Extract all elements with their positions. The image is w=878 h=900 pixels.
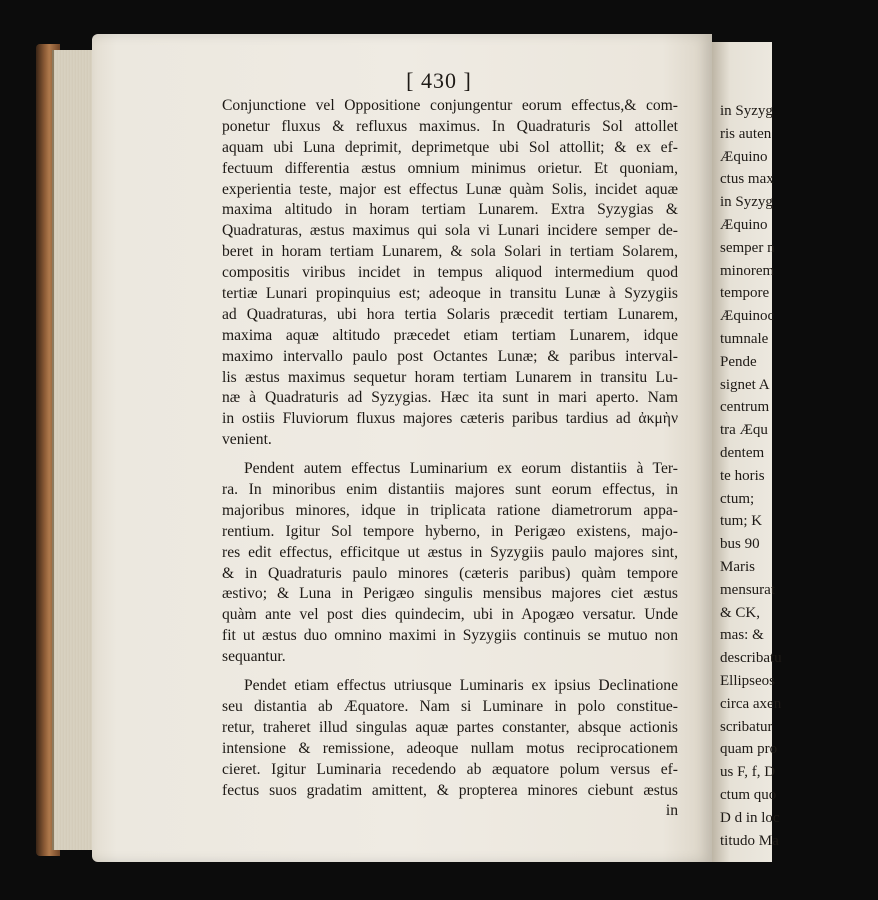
text-line: Quadraturas, æstus maximus qui sola vi Lunari incidere semper de-: [222, 222, 678, 240]
text-line: beret in horam tertiam Lunarem, & sola Solari in tertiam Solarem,: [222, 243, 678, 261]
facing-page-line: D d in loc: [720, 809, 780, 826]
paragraph-3: [222, 676, 678, 801]
facing-page-line: titudo Ma: [720, 832, 779, 849]
facing-page-line: ris auten: [720, 125, 772, 142]
text-line: aquam ubi Luna deprimit, deprimetque ubi Sol attollit; & ex ef-: [222, 138, 678, 156]
facing-page-line: quam pro: [720, 741, 778, 758]
text-line: rentium. Igitur Sol tempore hyberno, in Perigæo existens, majo-: [222, 522, 678, 540]
text-line: æstivo; & Luna in Perigæo singulis mensibus majores ciet æstus: [222, 585, 678, 603]
text-line: maxima aquæ altitudo præcedet etiam tertiam Lunarem, idque: [222, 326, 678, 344]
facing-page-line: centrum: [720, 399, 770, 416]
text-line: fectuum differentia æstus omnium minimus orietur. Et quoniam,: [222, 159, 678, 177]
text-line: compositis viribus incidet in tempus aliquod intermedium quod: [222, 264, 678, 282]
facing-page-line: minorem: [720, 262, 775, 279]
facing-page-fragment: [712, 42, 782, 862]
facing-page-line: describatu: [720, 650, 782, 667]
body-text: [222, 96, 678, 822]
text-line: Conjunctione vel Oppositione conjungentur eorum effectus,& com-: [222, 97, 678, 114]
text-line: & in Quadraturis paulo minores (cæteris paribus) quàm tempore: [222, 564, 678, 582]
facing-page-line: dentem: [720, 444, 765, 461]
text-line: maxima altitudo in horam tertiam Lunarem. Extra Syzygias &: [222, 201, 678, 219]
facing-page-line: Maris: [720, 558, 755, 575]
page-number: [ 430 ]: [406, 68, 472, 93]
text-line: ponetur fluxus & refluxus maximus. In Quadraturis Sol attollet: [222, 117, 678, 135]
text-line: experientia teste, major est effectus Lunæ quàm Solis, incidet aquæ: [222, 180, 678, 198]
text-line: quàm ante vel post dies quindecim, ubi in Apogæo versatur. Unde: [222, 606, 678, 624]
text-line: majoribus minores, idque in triplicata ratione diametrorum appa-: [222, 501, 678, 519]
paragraph-1: [222, 96, 678, 451]
facing-page-line: in Syzyg: [720, 194, 773, 211]
text-line: fectus suos gradatim amittent, & propterea minores ciebunt æstus: [222, 781, 678, 799]
catchword: in: [665, 802, 678, 820]
facing-page-line: ctus max: [720, 171, 774, 188]
facing-page-line: tra Æqu: [720, 422, 768, 439]
text-line: næ à Quadraturis ad Syzygias. Hæc ita sunt in mari aperto. Nam: [222, 389, 678, 407]
facing-page-line: ctum quo: [720, 786, 777, 803]
facing-page-line: tumnale: [720, 330, 769, 347]
facing-page-line: te horis: [720, 467, 765, 484]
text-line: lis æstus maximus sequetur horam tertiam Lunarem in transitu Lu-: [222, 368, 678, 386]
facing-page-line: us F, f, D: [720, 764, 776, 781]
text-line: res edit effectus, efficitque ut æstus in Syzygiis paulo majores sint,: [222, 543, 678, 561]
facing-page-line: Æquinoc: [720, 308, 775, 325]
facing-page-line: tum; K: [720, 513, 763, 530]
text-line: fit ut æstus duo omnino maximi in Syzygiis continuis se mutuo non: [222, 627, 678, 645]
facing-page-line: Pende: [720, 353, 757, 370]
facing-page-line: Ellipseos: [720, 672, 775, 689]
text-line: sequantur.: [222, 648, 286, 666]
facing-page-line: ctum;: [720, 490, 755, 507]
facing-page-line: & CK,: [720, 604, 761, 621]
facing-page-line: in Syzyg: [720, 103, 773, 119]
facing-page-line: mensurat: [720, 581, 775, 598]
text-line: tertiæ Lunari propinquius est; adeoque in transitu Lunæ à Syzygiis: [222, 285, 678, 303]
facing-page-line: tempore: [720, 285, 770, 302]
text-line: ra. In minoribus enim distantiis majores sunt eorum effectus, in: [222, 481, 678, 499]
facing-page-line: signet A: [720, 376, 770, 393]
facing-page-line: Æquino: [720, 216, 768, 233]
text-line: venient.: [222, 431, 272, 449]
facing-page-line: mas: &: [720, 627, 764, 644]
facing-page-line: Æquino: [720, 148, 768, 165]
text-line: in ostiis Fluviorum fluxus majores cæteris paribus tardius ad ἀκμὴν: [222, 410, 678, 428]
text-line: retur, traheret illud singulas aquæ partes constanter, absque actionis: [222, 718, 678, 736]
text-line: Pendent autem effectus Luminarium ex eorum distantiis à Ter-: [244, 460, 678, 478]
facing-page-line: semper n: [720, 239, 775, 256]
text-line: Pendet etiam effectus utriusque Luminaris ex ipsius Declinatione: [244, 677, 678, 695]
facing-page-line: circa axen: [720, 695, 782, 712]
text-line: ad Quadraturas, ubi hora tertia Solaris præcedit tertiam Lunarem,: [222, 305, 678, 323]
text-line: seu distantia ab Æquatore. Nam si Luminare in polo constitue-: [222, 697, 678, 715]
facing-page-line: bus 90: [720, 536, 760, 553]
facing-page-line: scribatur: [720, 718, 773, 735]
text-line: intensione & remissione, adeoque nullam motus reciprocationem: [222, 739, 678, 757]
text-line: cieret. Igitur Luminaria recedendo ab æquatore polum versus ef-: [222, 760, 678, 778]
text-line: maximo intervallo paulo post Octantes Lunæ; & paribus interval-: [222, 347, 678, 365]
paragraph-2: [222, 459, 678, 668]
